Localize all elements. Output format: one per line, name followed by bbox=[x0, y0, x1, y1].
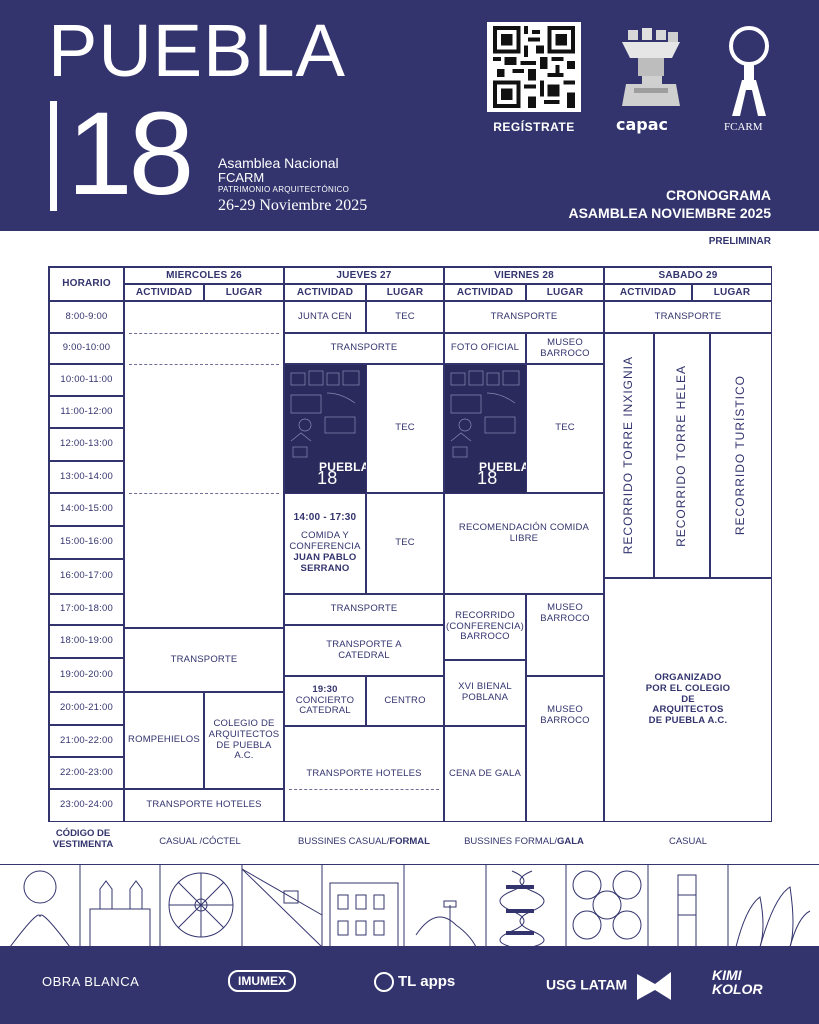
day-header-fri: VIERNES 28 bbox=[444, 267, 604, 284]
sat-torre-helea: RECORRIDO TORRE HELEA bbox=[674, 364, 689, 547]
wed-rompehielos: ROMPEHIELOS bbox=[124, 692, 204, 789]
dress-thu-a: BUSSINES CASUAL/ bbox=[298, 836, 390, 847]
thu-transporte-1: TRANSPORTE bbox=[284, 333, 444, 364]
sat-turistico: RECORRIDO TURÍSTICO bbox=[733, 375, 748, 536]
thu-centro: CENTRO bbox=[366, 676, 444, 726]
wed-free-block bbox=[124, 301, 284, 628]
fri-tec: TEC bbox=[526, 364, 604, 493]
sponsors-footer bbox=[0, 946, 819, 1024]
fri-museo-1: MUSEO BARROCO bbox=[526, 333, 604, 364]
day-header-wed: MIERCOLES 26 bbox=[124, 267, 284, 284]
brand-number bbox=[50, 88, 191, 220]
fri-cena-gala: CENA DE GALA bbox=[444, 726, 526, 822]
register-label[interactable]: REGÍSTRATE bbox=[493, 120, 575, 134]
subtitle-line1: Asamblea Nacional bbox=[218, 155, 339, 171]
day-header-sat: SABADO 29 bbox=[604, 267, 772, 284]
thu-comida-text: COMIDA Y CONFERENCIA bbox=[289, 530, 361, 553]
col-lugar-sat: LUGAR bbox=[692, 284, 772, 301]
usg-logo-icon bbox=[635, 970, 673, 1002]
col-lugar-wed: LUGAR bbox=[204, 284, 284, 301]
fri-museo-2: MUSEO BARROCO bbox=[526, 594, 604, 676]
preliminar-label: PRELIMINAR bbox=[708, 236, 771, 247]
thu-junta-cen: JUNTA CEN bbox=[284, 301, 366, 333]
hour-label: 12:00-13:00 bbox=[49, 428, 124, 461]
wed-transporte-hoteles: TRANSPORTE HOTELES bbox=[124, 789, 284, 822]
capac-label: capac bbox=[616, 115, 669, 134]
hour-label: 14:00-15:00 bbox=[49, 493, 124, 526]
fri-poster-cell bbox=[444, 364, 530, 493]
fri-poster-number: 18 bbox=[477, 468, 498, 488]
capac-logo-icon bbox=[614, 28, 684, 120]
subtitle-line3: PATRIMONIO ARQUITECTÓNICO bbox=[218, 185, 350, 194]
fri-poster-image bbox=[445, 365, 530, 493]
thu-comida-cell bbox=[284, 493, 366, 594]
sponsor-imumex: IMUMEX bbox=[228, 970, 296, 992]
fri-comida-libre: RECOMENDACIÓN COMIDA LIBRE bbox=[444, 493, 604, 594]
col-actividad-thu: ACTIVIDAD bbox=[284, 284, 366, 301]
fri-foto-oficial: FOTO OFICIAL bbox=[444, 333, 526, 364]
fcarm-label: FCARM bbox=[724, 121, 763, 133]
thu-tec-3: TEC bbox=[366, 493, 444, 594]
hour-label: 20:00-21:00 bbox=[49, 692, 124, 725]
thu-concierto-cell bbox=[284, 676, 366, 726]
col-lugar-thu: LUGAR bbox=[366, 284, 444, 301]
hour-label: 16:00-17:00 bbox=[49, 559, 124, 594]
thu-poster-number: 18 bbox=[317, 468, 338, 488]
wed-transporte: TRANSPORTE bbox=[124, 628, 284, 692]
sat-turistico-cell bbox=[710, 333, 772, 578]
cronograma-line2: ASAMBLEA NOVIEMBRE 2025 bbox=[568, 205, 771, 221]
dress-fri bbox=[444, 836, 604, 847]
thu-tec-2: TEC bbox=[366, 364, 444, 493]
thu-poster-cell bbox=[284, 364, 370, 493]
tl-apps-icon bbox=[374, 972, 394, 992]
thu-transporte-hoteles: TRANSPORTE HOTELES bbox=[284, 726, 444, 822]
thu-comida-time: 14:00 - 17:30 bbox=[293, 511, 357, 523]
wed-dash-2 bbox=[129, 364, 279, 365]
col-lugar-fri: LUGAR bbox=[526, 284, 604, 301]
qr-code-icon[interactable] bbox=[487, 22, 581, 112]
subtitle-line2: FCARM bbox=[218, 170, 265, 185]
hour-label: 22:00-23:00 bbox=[49, 757, 124, 789]
thu-concierto-text: CONCIERTO CATEDRAL bbox=[295, 694, 355, 717]
fri-museo-3: MUSEO BARROCO bbox=[526, 676, 604, 822]
hour-label: 21:00-22:00 bbox=[49, 725, 124, 757]
hour-label: 18:00-19:00 bbox=[49, 625, 124, 658]
fri-poster-title: PUEBLA bbox=[479, 460, 530, 474]
wed-dash-3 bbox=[129, 493, 279, 494]
sat-transporte: TRANSPORTE bbox=[604, 301, 772, 333]
hour-label: 17:00-18:00 bbox=[49, 594, 124, 625]
wed-colegio: COLEGIO DE ARQUITECTOS DE PUEBLA A.C. bbox=[204, 692, 284, 789]
sat-torre-inxignia: RECORRIDO TORRE INXIGNIA bbox=[621, 356, 636, 555]
sponsor-usg bbox=[546, 970, 673, 1002]
hour-label: 15:00-16:00 bbox=[49, 526, 124, 559]
sat-organizado: ORGANIZADO POR EL COLEGIO DE ARQUITECTOS DE PUEBLA A.C. bbox=[604, 578, 772, 822]
sponsor-tl-apps-label: TL apps bbox=[398, 972, 456, 990]
horario-header: HORARIO bbox=[49, 267, 124, 301]
cronograma-line1: CRONOGRAMA bbox=[666, 187, 771, 203]
cronograma-title bbox=[568, 186, 771, 222]
schedule-table bbox=[48, 266, 772, 822]
col-actividad-sat: ACTIVIDAD bbox=[604, 284, 692, 301]
header-banner bbox=[0, 0, 819, 231]
day-header-thu: JUEVES 27 bbox=[284, 267, 444, 284]
sponsor-kimi-kolor: KIMI KOLOR bbox=[712, 967, 763, 997]
thu-poster-title: PUEBLA bbox=[319, 460, 370, 474]
thu-concierto-time: 19:30 bbox=[312, 683, 338, 695]
dress-sat: CASUAL bbox=[668, 836, 707, 847]
thu-tec-1: TEC bbox=[366, 301, 444, 333]
sat-torre-helea-cell bbox=[654, 333, 710, 578]
fri-bienal: XVI BIENAL POBLANA bbox=[444, 660, 526, 726]
sponsor-tl-apps bbox=[374, 972, 455, 992]
dress-thu bbox=[284, 836, 444, 847]
brand-title: PUEBLA bbox=[48, 9, 347, 92]
col-actividad-wed: ACTIVIDAD bbox=[124, 284, 204, 301]
wed-dash-1 bbox=[129, 333, 279, 334]
hour-label: 11:00-12:00 bbox=[49, 396, 124, 428]
dress-fri-b: GALA bbox=[557, 836, 584, 847]
hour-label: 23:00-24:00 bbox=[49, 789, 124, 822]
sponsor-usg-label: USG LATAM bbox=[546, 976, 628, 993]
sat-torre-inxignia-cell bbox=[604, 333, 654, 578]
thu-transporte-catedral: TRANSPORTE A CATEDRAL bbox=[284, 625, 444, 676]
landmarks-illustration-icon bbox=[0, 865, 819, 947]
col-actividad-fri: ACTIVIDAD bbox=[444, 284, 526, 301]
dress-code-label: CÓDIGO DE VESTIMENTA bbox=[52, 828, 114, 850]
dress-wed: CASUAL /CÓCTEL bbox=[159, 836, 241, 847]
thu-poster-image bbox=[285, 365, 370, 493]
event-dates: 26-29 Noviembre 2025 bbox=[218, 197, 368, 214]
brand-bar bbox=[50, 101, 57, 211]
hour-label: 9:00-10:00 bbox=[49, 333, 124, 364]
fcarm-logo-icon bbox=[722, 26, 776, 118]
dress-fri-a: BUSSINES FORMAL/ bbox=[464, 836, 557, 847]
fri-recorrido-barroco: RECORRIDO (CONFERENCIA) BARROCO bbox=[444, 594, 526, 660]
hour-label: 8:00-9:00 bbox=[49, 301, 124, 333]
hour-label: 10:00-11:00 bbox=[49, 364, 124, 396]
hour-label: 13:00-14:00 bbox=[49, 461, 124, 493]
hour-label: 19:00-20:00 bbox=[49, 658, 124, 692]
sponsor-obra-blanca: OBRA BLANCA bbox=[42, 974, 140, 989]
thu-dash bbox=[289, 789, 439, 790]
fri-transporte: TRANSPORTE bbox=[444, 301, 604, 333]
thu-transporte-2: TRANSPORTE bbox=[284, 594, 444, 625]
illustration-strip bbox=[0, 864, 819, 946]
dress-thu-b: FORMAL bbox=[389, 836, 430, 847]
thu-comida-name: JUAN PABLO SERRANO bbox=[293, 552, 357, 575]
brand-number-text: 18 bbox=[67, 88, 191, 220]
